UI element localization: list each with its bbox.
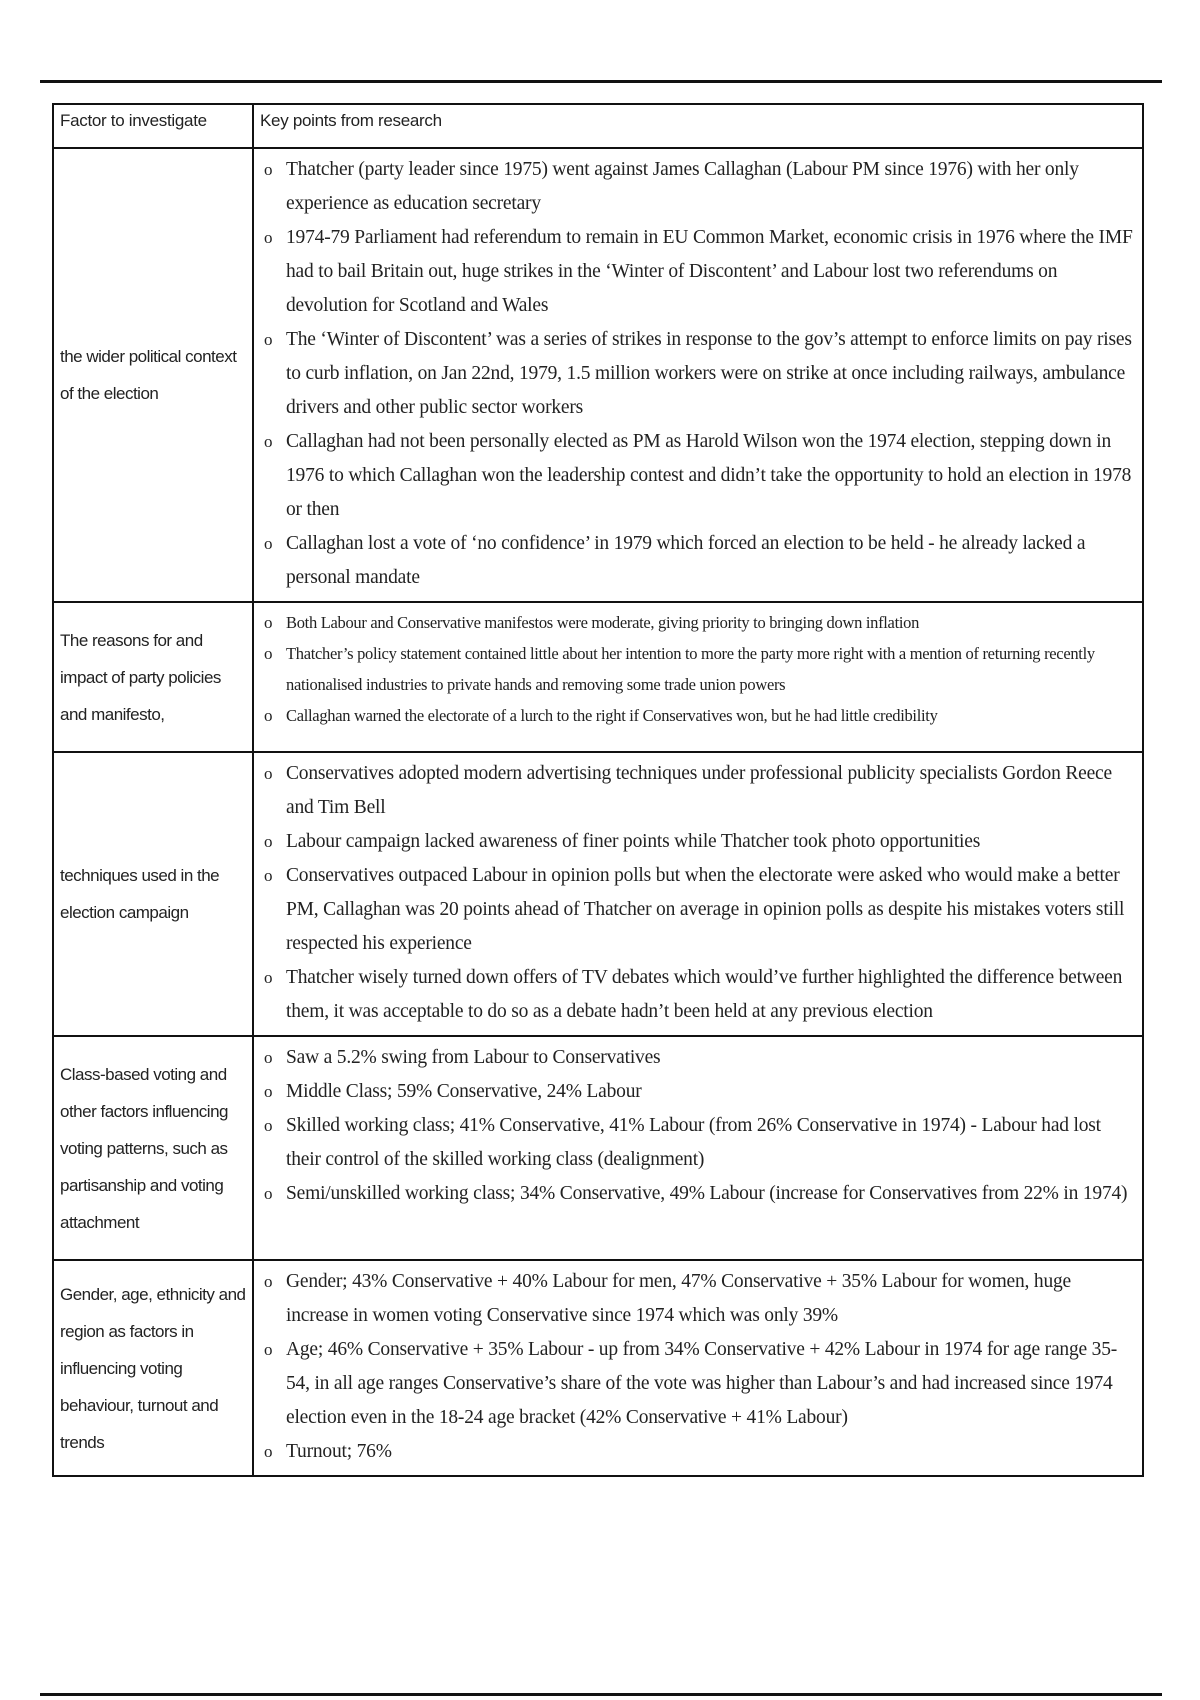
list-item: o Labour campaign lacked awareness of finer points while Thatcher took photo opportunities <box>264 831 981 852</box>
header-factor: Factor to investigate <box>53 104 253 148</box>
list-item: o Saw a 5.2% swing from Labour to Conservatives <box>264 1047 661 1068</box>
point-text: Age; 46% Conservative + 35% Labour - up from 34% Conservative + 42% Labour in 1974 for age range 35-54, in all age ranges Conservative’s share of the vote was higher than Labour’s and had increased since 1974 election even in the 18-24 age bracket (42% Conservative + 41% Labour) <box>286 1339 1118 1428</box>
factor-cell: techniques used in the election campaign <box>53 752 253 1036</box>
point-text: Both Labour and Conservative manifestos were moderate, giving priority to bringing down inflation <box>286 613 920 632</box>
list-item: o Turnout; 76% <box>264 1441 392 1462</box>
point-text: 1974-79 Parliament had referendum to remain in EU Common Market, economic crisis in 1976 where the IMF had to bail Britain out, huge strikes in the ‘Winter of Discontent’ and Labour lost two referendums on devolution for Scotland and Wales <box>286 227 1133 316</box>
point-text: Conservatives adopted modern advertising techniques under professional publicity specialists Gordon Reece and Tim Bell <box>286 763 1112 818</box>
factor-cell: Class-based voting and other factors influencing voting patterns, such as partisanship and voting attachment <box>53 1036 253 1260</box>
factor-cell: Gender, age, ethnicity and region as factors in influencing voting behaviour, turnout and trends <box>53 1260 253 1476</box>
point-text: Gender; 43% Conservative + 40% Labour for men, 47% Conservative + 35% Labour for women, huge increase in women voting Conservative since 1974 which was only 39% <box>286 1271 1072 1326</box>
point-text: Skilled working class; 41% Conservative, 41% Labour (from 26% Conservative in 1974) - Labour had lost their control of the skilled working class (dealignment) <box>286 1115 1101 1170</box>
list-item: o Thatcher (party leader since 1975) went against James Callaghan (Labour PM since 1976) with her only experience as education secretary <box>264 159 1079 214</box>
top-divider <box>40 80 1162 83</box>
points-cell <box>253 1260 1143 1476</box>
point-text: Callaghan had not been personally elected as PM as Harold Wilson won the 1974 election, stepping down in 1976 to which Callaghan won the leadership contest and didn’t take the opportunity to hold an election in 1978 or then <box>286 431 1132 520</box>
point-text: Labour campaign lacked awareness of finer points while Thatcher took photo opportunities <box>286 831 981 852</box>
list-item: o Callaghan had not been personally elected as PM as Harold Wilson won the 1974 election, stepping down in 1976 to which Callaghan won the leadership contest and didn’t take the opportunity to hold an election in 1978 or then <box>264 431 1132 520</box>
list-item: o Conservatives adopted modern advertising techniques under professional publicity specialists Gordon Reece and Tim Bell <box>264 763 1112 818</box>
list-item: o 1974-79 Parliament had referendum to remain in EU Common Market, economic crisis in 1976 where the IMF had to bail Britain out, huge strikes in the ‘Winter of Discontent’ and Labour lost two referendums on devolution for Scotland and Wales <box>264 227 1133 316</box>
bottom-divider <box>40 1693 1162 1696</box>
point-text: The ‘Winter of Discontent’ was a series of strikes in response to the gov’s attempt to enforce limits on pay rises to curb inflation, on Jan 22nd, 1979, 1.5 million workers were on strike at once including railways, ambulance drivers and other public sector workers <box>286 329 1132 418</box>
points-cell <box>253 148 1143 602</box>
points-cell <box>253 602 1143 752</box>
factor-cell: the wider political context of the election <box>53 148 253 602</box>
point-text: Semi/unskilled working class; 34% Conservative, 49% Labour (increase for Conservatives from 22% in 1974) <box>286 1183 1128 1204</box>
list-item: o Callaghan warned the electorate of a lurch to the right if Conservatives won, but he had little credibility <box>264 706 938 725</box>
list-item: o Middle Class; 59% Conservative, 24% Labour <box>264 1081 642 1102</box>
point-text: Thatcher (party leader since 1975) went against James Callaghan (Labour PM since 1976) with her only experience as education secretary <box>286 159 1079 214</box>
list-item: o Callaghan lost a vote of ‘no confidence’ in 1979 which forced an election to be held - he already lacked a personal mandate <box>264 533 1086 588</box>
table-row <box>53 148 1143 602</box>
point-text: Conservatives outpaced Labour in opinion polls but when the electorate were asked who would make a better PM, Callaghan was 20 points ahead of Thatcher on average in opinion polls as despite his mistakes voters still respected his experience <box>286 865 1125 954</box>
list-item: o Thatcher wisely turned down offers of TV debates which would’ve further highlighted the difference between them, it was acceptable to do so as a debate hadn’t been held at any previous election <box>264 967 1123 1022</box>
list-item: o Gender; 43% Conservative + 40% Labour for men, 47% Conservative + 35% Labour for women, huge increase in women voting Conservative since 1974 which was only 39% <box>264 1271 1072 1326</box>
table-row <box>53 752 1143 1036</box>
points-cell <box>253 1036 1143 1260</box>
list-item: o Conservatives outpaced Labour in opinion polls but when the electorate were asked who would make a better PM, Callaghan was 20 points ahead of Thatcher on average in opinion polls as despite his mistakes voters still respected his experience <box>264 865 1125 954</box>
list-item: o Semi/unskilled working class; 34% Conservative, 49% Labour (increase for Conservatives from 22% in 1974) <box>264 1183 1128 1204</box>
list-item: o The ‘Winter of Discontent’ was a series of strikes in response to the gov’s attempt to enforce limits on pay rises to curb inflation, on Jan 22nd, 1979, 1.5 million workers were on strike at once including railways, ambulance drivers and other public sector workers <box>264 329 1132 418</box>
table-row <box>53 1260 1143 1476</box>
point-text: Callaghan lost a vote of ‘no confidence’ in 1979 which forced an election to be held - he already lacked a personal mandate <box>286 533 1086 588</box>
table-row <box>53 1036 1143 1260</box>
list-item: o Both Labour and Conservative manifestos were moderate, giving priority to bringing down inflation <box>264 613 920 632</box>
list-item: o Thatcher’s policy statement contained little about her intention to more the party more right with a mention of returning recently nationalised industries to private hands and removing some trade union powers <box>264 644 1095 694</box>
table-row <box>53 602 1143 752</box>
point-text: Thatcher’s policy statement contained little about her intention to more the party more right with a mention of returning recently nationalised industries to private hands and removing some trade union powers <box>286 644 1095 694</box>
points-cell <box>253 752 1143 1036</box>
list-item: o Age; 46% Conservative + 35% Labour - up from 34% Conservative + 42% Labour in 1974 for age range 35-54, in all age ranges Conservative’s share of the vote was higher than Labour’s and had increased since 1974 election even in the 18-24 age bracket (42% Conservative + 41% Labour) <box>264 1339 1118 1428</box>
point-text: Turnout; 76% <box>286 1441 392 1462</box>
factor-cell: The reasons for and impact of party policies and manifesto, <box>53 602 253 752</box>
point-text: Callaghan warned the electorate of a lurch to the right if Conservatives won, but he had little credibility <box>286 706 938 725</box>
list-item: o Skilled working class; 41% Conservative, 41% Labour (from 26% Conservative in 1974) - Labour had lost their control of the skilled working class (dealignment) <box>264 1115 1101 1170</box>
point-text: Thatcher wisely turned down offers of TV debates which would’ve further highlighted the difference between them, it was acceptable to do so as a debate hadn’t been held at any previous election <box>286 967 1123 1022</box>
point-text: Saw a 5.2% swing from Labour to Conservatives <box>286 1047 661 1068</box>
research-table <box>52 103 1144 1477</box>
header-key-points: Key points from research <box>253 104 1143 148</box>
header-row <box>53 104 1143 148</box>
point-text: Middle Class; 59% Conservative, 24% Labour <box>286 1081 642 1102</box>
